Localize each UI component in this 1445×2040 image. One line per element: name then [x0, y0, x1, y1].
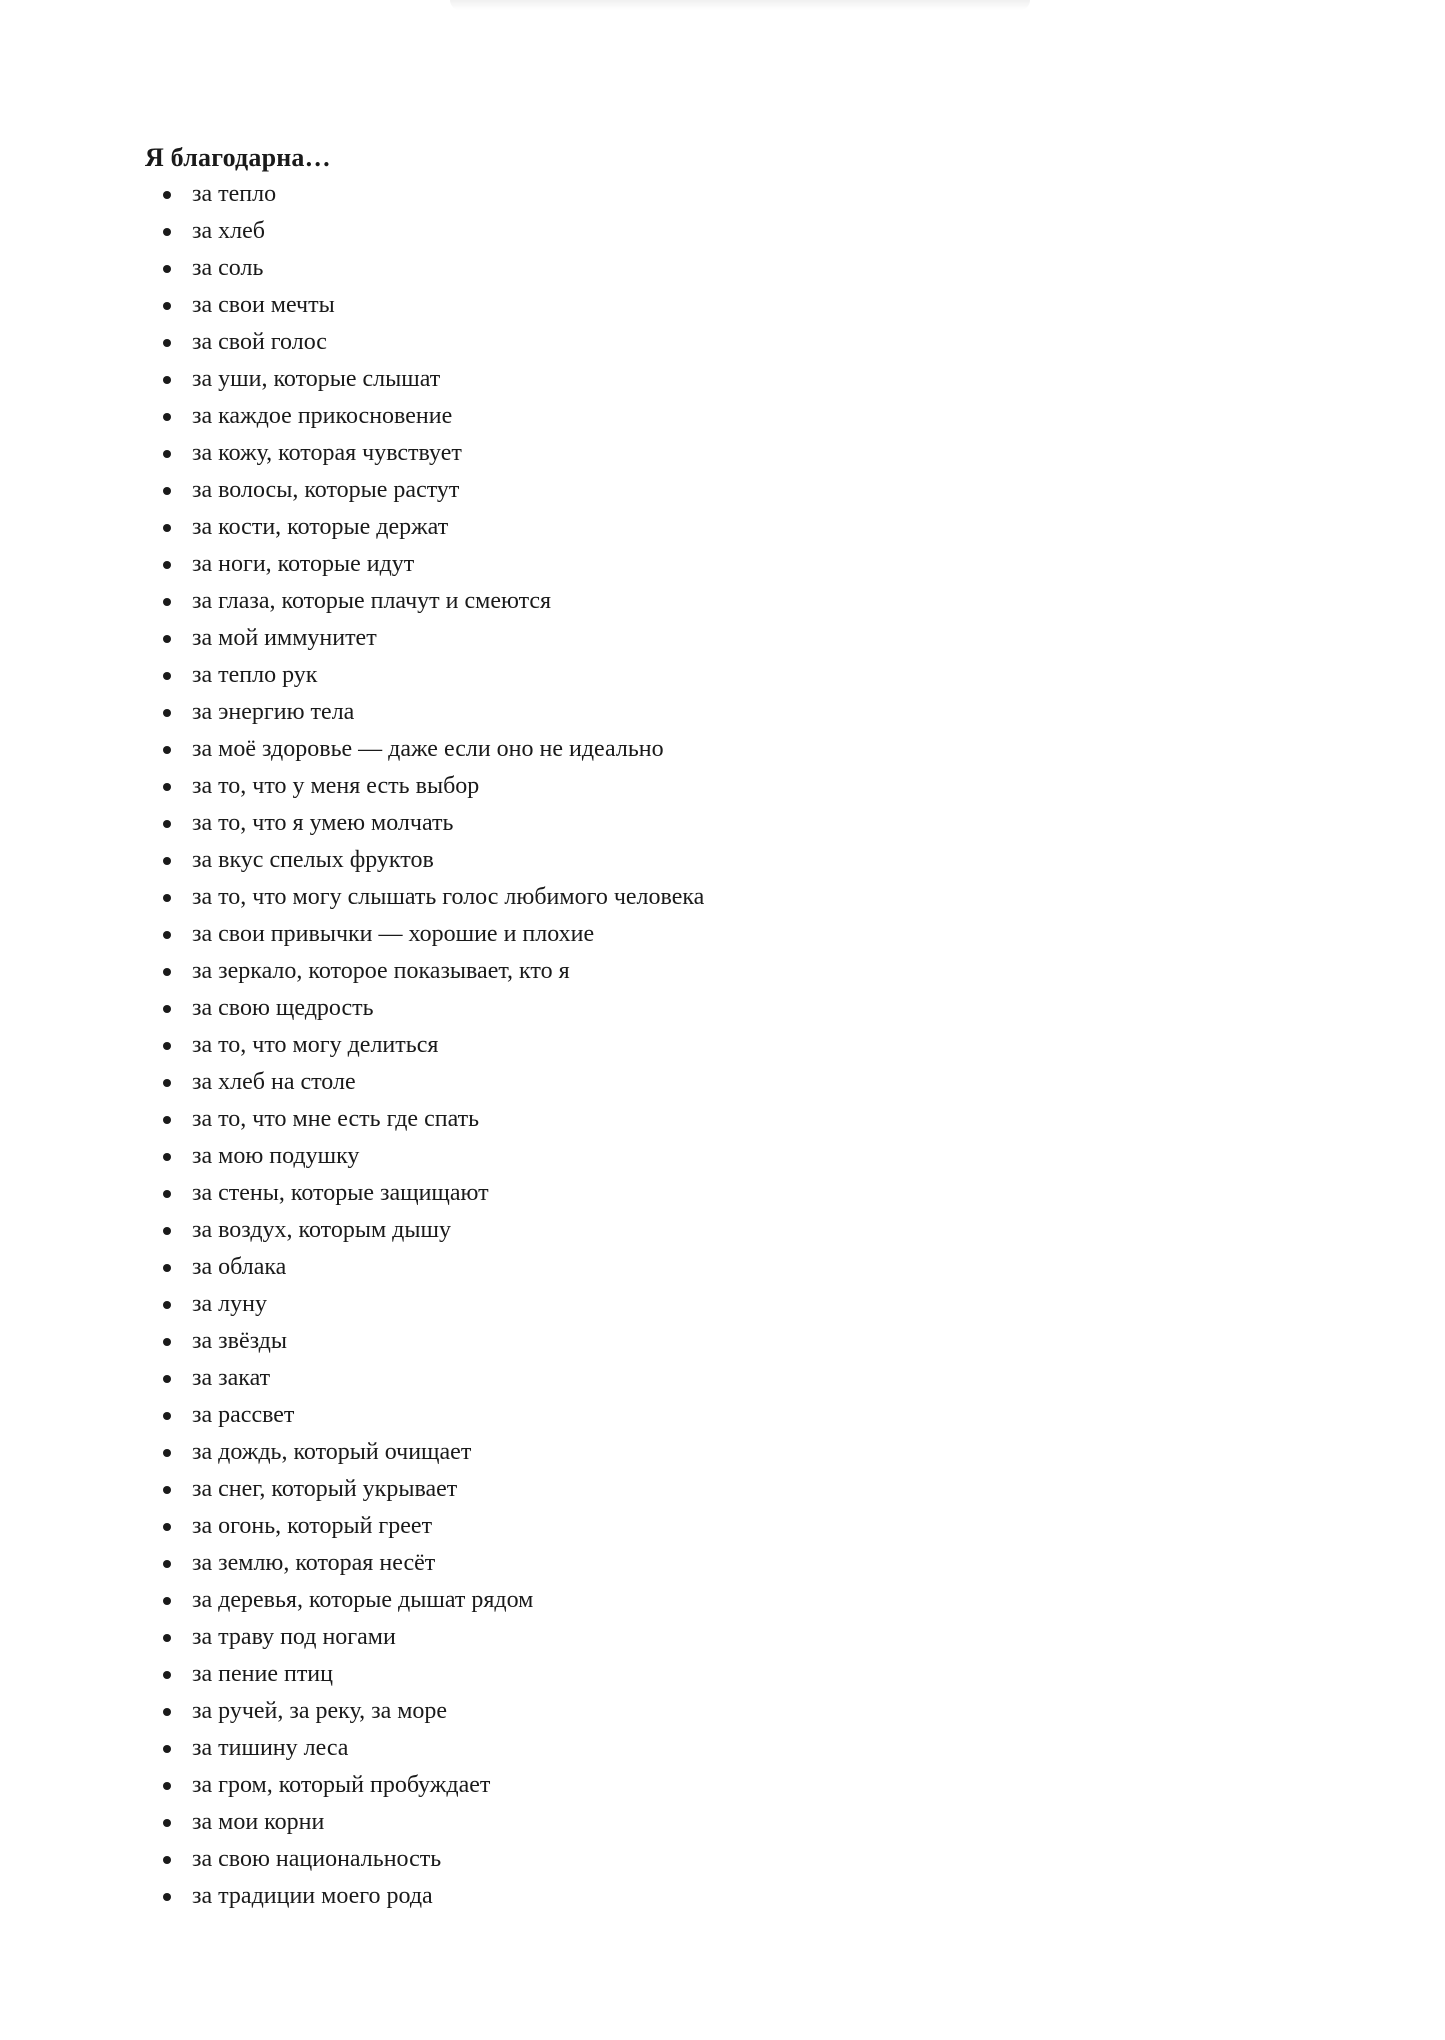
- list-item-text: за ноги, которые идут: [192, 551, 415, 577]
- list-item: [145, 953, 1305, 990]
- bullet-icon: [163, 1412, 171, 1420]
- bullet-icon: [163, 1560, 171, 1568]
- list-item-text: за свой голос: [192, 329, 327, 355]
- list-item: [145, 768, 1305, 805]
- document-body: [145, 140, 1305, 1915]
- list-item-text: за моё здоровье — даже если оно не идеально: [192, 736, 664, 762]
- list-item: [145, 1693, 1305, 1730]
- bullet-icon: [163, 1190, 171, 1198]
- bullet-icon: [163, 1375, 171, 1383]
- list-item-text: за зеркало, которое показывает, кто я: [192, 958, 570, 984]
- list-item-text: за рассвет: [192, 1402, 295, 1428]
- list-item: [145, 176, 1305, 213]
- list-item-text: за дождь, который очищает: [192, 1439, 472, 1465]
- page-top-shadow: [450, 0, 1030, 10]
- list-item: [145, 472, 1305, 509]
- list-item: [145, 694, 1305, 731]
- list-item: [145, 620, 1305, 657]
- list-item-text: за землю, которая несёт: [192, 1550, 436, 1576]
- list-item-text: за тишину леса: [192, 1735, 349, 1761]
- list-item: [145, 1767, 1305, 1804]
- list-item-text: за тепло: [192, 181, 277, 207]
- bullet-icon: [163, 1745, 171, 1753]
- bullet-icon: [163, 1116, 171, 1124]
- list-item-text: за луну: [192, 1291, 267, 1317]
- list-item: [145, 657, 1305, 694]
- bullet-icon: [163, 1227, 171, 1235]
- bullet-icon: [163, 894, 171, 902]
- bullet-icon: [163, 228, 171, 236]
- bullet-icon: [163, 376, 171, 384]
- bullet-icon: [163, 1856, 171, 1864]
- list-item: [145, 546, 1305, 583]
- list-item-text: за гром, который пробуждает: [192, 1772, 491, 1798]
- bullet-icon: [163, 1486, 171, 1494]
- list-item: [145, 361, 1305, 398]
- list-item-text: за стены, которые защищают: [192, 1180, 489, 1206]
- list-item-text: за закат: [192, 1365, 271, 1391]
- list-item-text: за соль: [192, 255, 264, 281]
- bullet-icon: [163, 1449, 171, 1457]
- list-item-text: за волосы, которые растут: [192, 477, 460, 503]
- list-item: [145, 213, 1305, 250]
- bullet-icon: [163, 1264, 171, 1272]
- list-item-text: за снег, который укрывает: [192, 1476, 458, 1502]
- list-item-text: за уши, которые слышат: [192, 366, 441, 392]
- bullet-icon: [163, 1597, 171, 1605]
- list-item: [145, 1878, 1305, 1915]
- list-item-text: за свою щедрость: [192, 995, 374, 1021]
- list-item-text: за хлеб на столе: [192, 1069, 356, 1095]
- bullet-icon: [163, 1153, 171, 1161]
- bullet-icon: [163, 265, 171, 273]
- list-item-text: за свои привычки — хорошие и плохие: [192, 921, 595, 947]
- bullet-icon: [163, 561, 171, 569]
- bullet-icon: [163, 783, 171, 791]
- bullet-icon: [163, 1671, 171, 1679]
- list-item: [145, 1730, 1305, 1767]
- bullet-icon: [163, 1005, 171, 1013]
- list-item: [145, 1434, 1305, 1471]
- list-item: [145, 1619, 1305, 1656]
- bullet-icon: [163, 635, 171, 643]
- list-item: [145, 287, 1305, 324]
- list-item-text: за глаза, которые плачут и смеются: [192, 588, 552, 614]
- list-item-text: за огонь, который греет: [192, 1513, 433, 1539]
- bullet-icon: [163, 1893, 171, 1901]
- list-item: [145, 1545, 1305, 1582]
- gratitude-list: [145, 176, 1305, 1915]
- list-item-text: за облака: [192, 1254, 287, 1280]
- bullet-icon: [163, 450, 171, 458]
- list-item: [145, 1101, 1305, 1138]
- list-item: [145, 250, 1305, 287]
- list-item: [145, 398, 1305, 435]
- bullet-icon: [163, 1782, 171, 1790]
- list-item-text: за то, что могу слышать голос любимого человека: [192, 884, 705, 910]
- bullet-icon: [163, 302, 171, 310]
- list-item-text: за вкус спелых фруктов: [192, 847, 434, 873]
- list-item-text: за то, что у меня есть выбор: [192, 773, 480, 799]
- bullet-icon: [163, 1338, 171, 1346]
- bullet-icon: [163, 1819, 171, 1827]
- list-item: [145, 1582, 1305, 1619]
- list-item: [145, 1841, 1305, 1878]
- bullet-icon: [163, 857, 171, 865]
- list-item-text: за свои мечты: [192, 292, 335, 318]
- list-item-text: за пение птиц: [192, 1661, 333, 1687]
- list-item: [145, 1323, 1305, 1360]
- list-item-text: за ручей, за реку, за море: [192, 1698, 448, 1724]
- list-item-text: за звёзды: [192, 1328, 287, 1354]
- bullet-icon: [163, 487, 171, 495]
- bullet-icon: [163, 1079, 171, 1087]
- list-item: [145, 805, 1305, 842]
- bullet-icon: [163, 1708, 171, 1716]
- list-item-text: за кости, которые держат: [192, 514, 449, 540]
- list-item-text: за мой иммунитет: [192, 625, 377, 651]
- list-item: [145, 879, 1305, 916]
- list-item: [145, 1656, 1305, 1693]
- bullet-icon: [163, 598, 171, 606]
- bullet-icon: [163, 1042, 171, 1050]
- list-item-text: за то, что могу делиться: [192, 1032, 439, 1058]
- list-item: [145, 583, 1305, 620]
- bullet-icon: [163, 746, 171, 754]
- bullet-icon: [163, 931, 171, 939]
- bullet-icon: [163, 191, 171, 199]
- list-item: [145, 1471, 1305, 1508]
- list-item-text: за мои корни: [192, 1809, 325, 1835]
- list-item: [145, 435, 1305, 472]
- list-item-text: за воздух, которым дышу: [192, 1217, 451, 1243]
- list-item: [145, 1138, 1305, 1175]
- bullet-icon: [163, 820, 171, 828]
- list-item: [145, 731, 1305, 768]
- list-item-text: за традиции моего рода: [192, 1883, 433, 1909]
- list-item: [145, 509, 1305, 546]
- list-item: [145, 1212, 1305, 1249]
- bullet-icon: [163, 524, 171, 532]
- list-item-text: за траву под ногами: [192, 1624, 396, 1650]
- bullet-icon: [163, 709, 171, 717]
- list-item: [145, 1360, 1305, 1397]
- list-item: [145, 1175, 1305, 1212]
- list-item-text: за свою национальность: [192, 1846, 442, 1872]
- list-item-text: за тепло рук: [192, 662, 318, 688]
- bullet-icon: [163, 1634, 171, 1642]
- list-item-text: за каждое прикосновение: [192, 403, 453, 429]
- list-item: [145, 1397, 1305, 1434]
- document-heading: Я благодарна…: [145, 143, 331, 172]
- list-item: [145, 1064, 1305, 1101]
- list-item-text: за то, что мне есть где спать: [192, 1106, 480, 1132]
- bullet-icon: [163, 672, 171, 680]
- list-item-text: за мою подушку: [192, 1143, 360, 1169]
- list-item-text: за то, что я умею молчать: [192, 810, 454, 836]
- list-item-text: за деревья, которые дышат рядом: [192, 1587, 534, 1613]
- list-item: [145, 1249, 1305, 1286]
- bullet-icon: [163, 1523, 171, 1531]
- bullet-icon: [163, 413, 171, 421]
- bullet-icon: [163, 968, 171, 976]
- bullet-icon: [163, 339, 171, 347]
- list-item: [145, 1027, 1305, 1064]
- list-item: [145, 324, 1305, 361]
- list-item: [145, 1804, 1305, 1841]
- list-item: [145, 1508, 1305, 1545]
- list-item-text: за хлеб: [192, 218, 265, 244]
- list-item-text: за энергию тела: [192, 699, 355, 725]
- bullet-icon: [163, 1301, 171, 1309]
- list-item: [145, 842, 1305, 879]
- list-item-text: за кожу, которая чувствует: [192, 440, 462, 466]
- list-item: [145, 916, 1305, 953]
- list-item: [145, 1286, 1305, 1323]
- list-item: [145, 990, 1305, 1027]
